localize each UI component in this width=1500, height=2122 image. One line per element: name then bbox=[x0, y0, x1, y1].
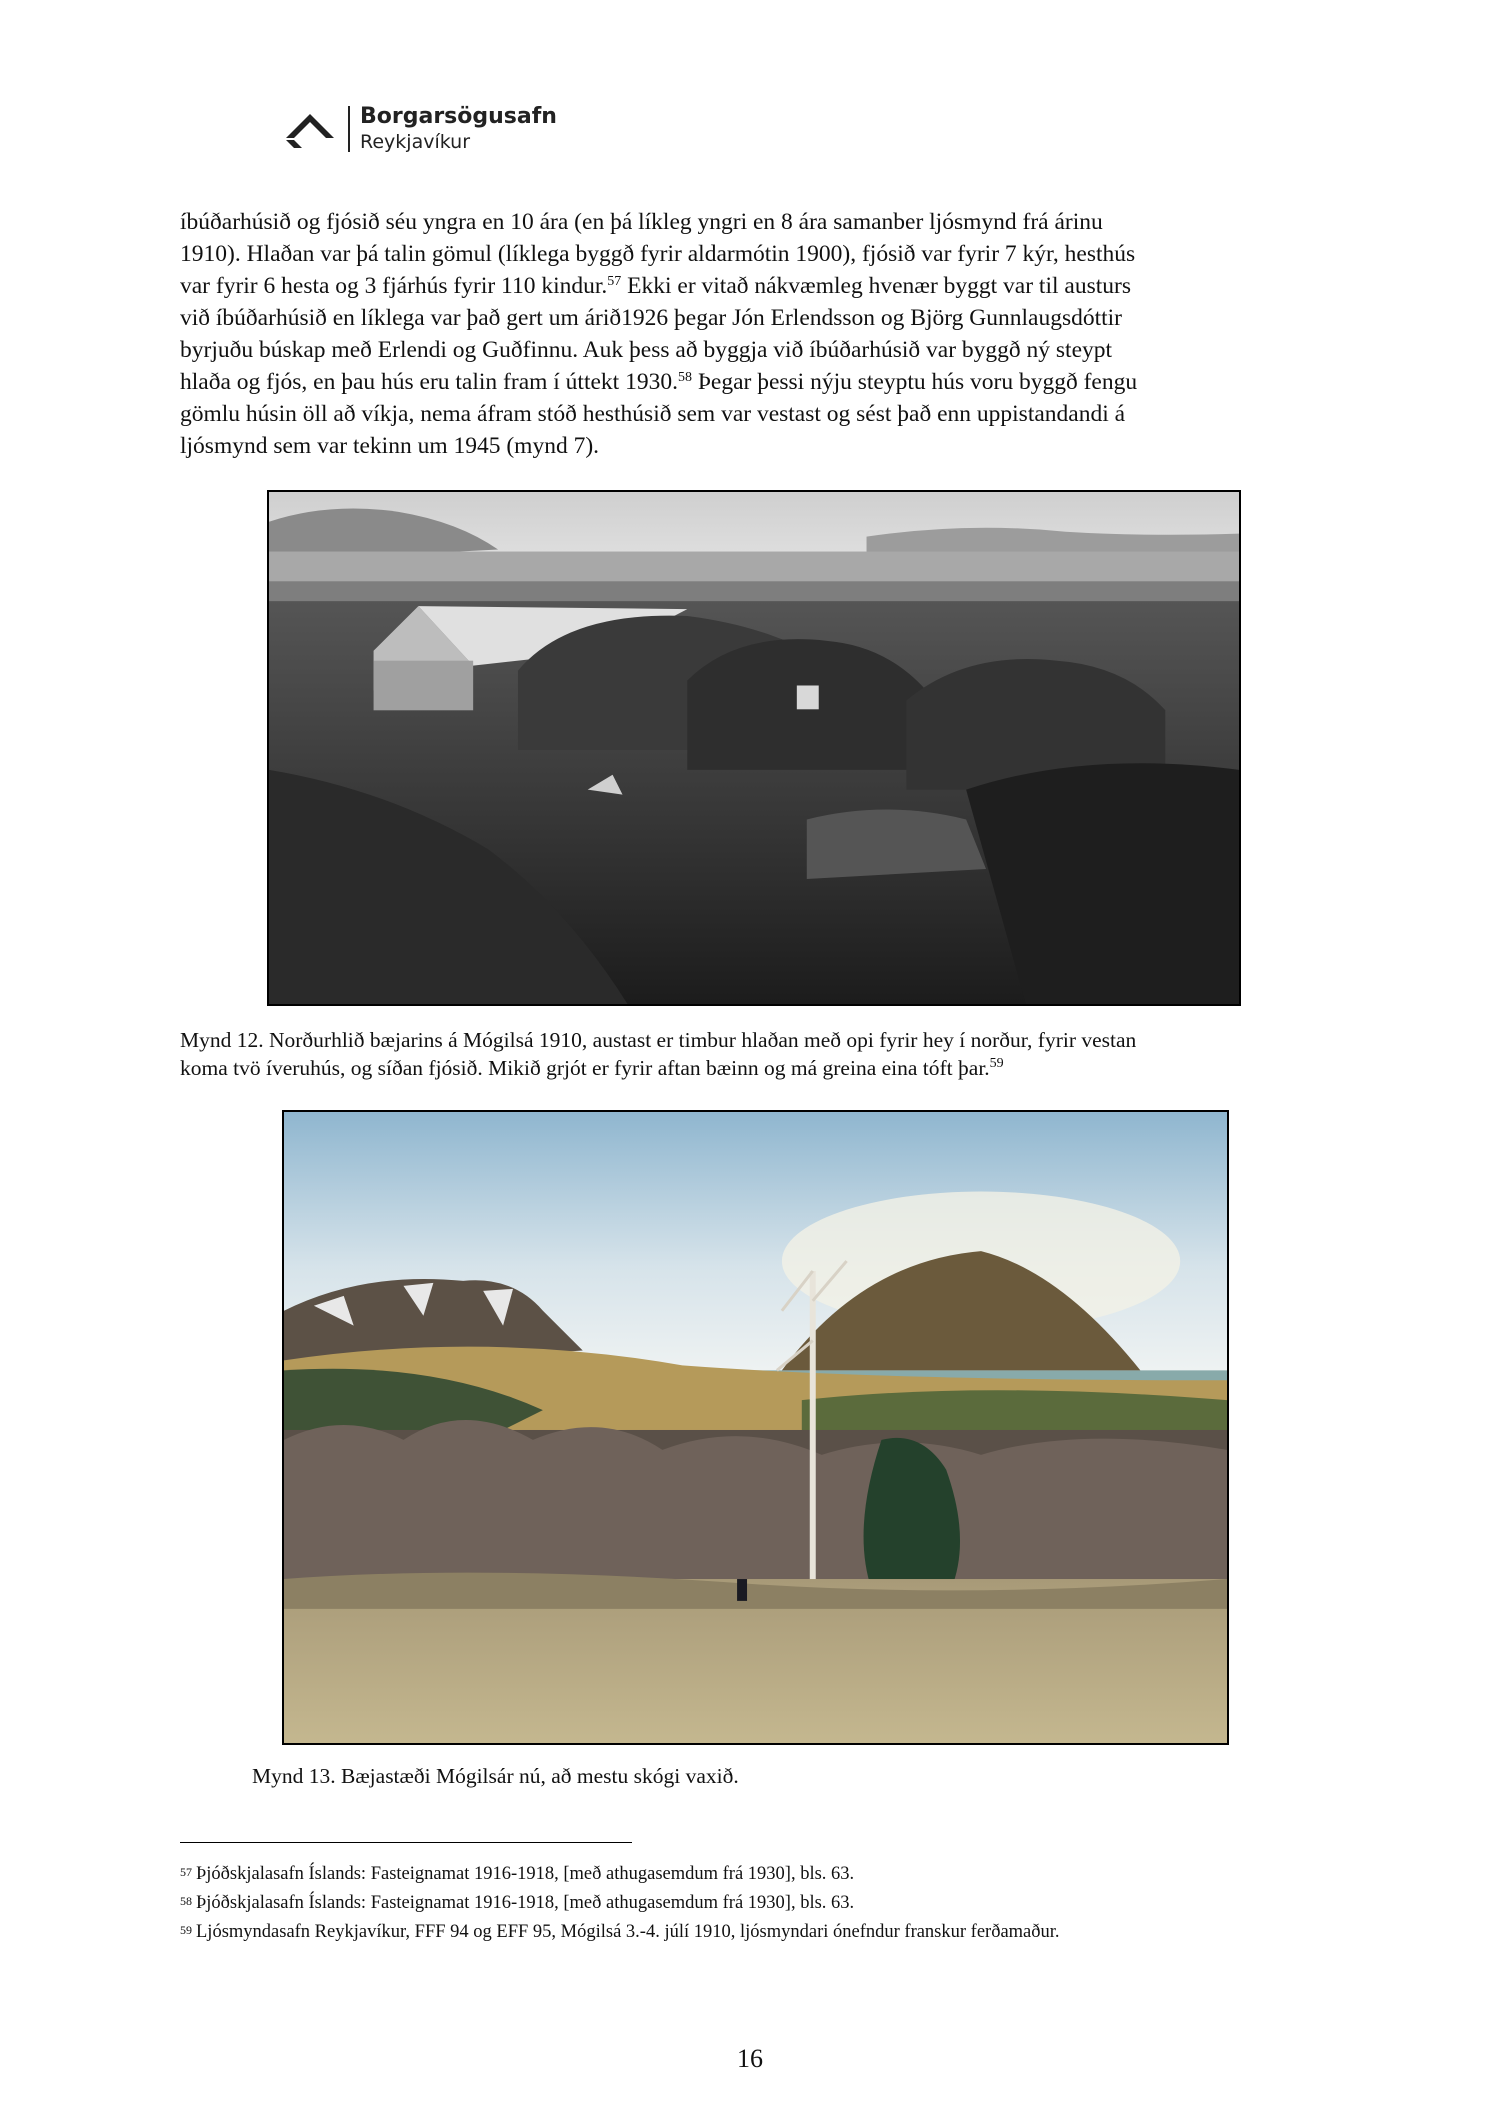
footnote-ref-57[interactable]: 57 bbox=[607, 274, 622, 289]
footnote-59: $^{59}$ Ljósmyndasafn Reykjavíkur, FFF 94 og EFF 95, Mógilsá 3.-4. júlí 1910, ljósmyndari ónefndur franskur ferðamaður. bbox=[180, 1922, 1060, 1942]
footnote-separator bbox=[180, 1842, 632, 1843]
body-line: 1910). Hlaðan var þá talin gömul (líklega byggð fyrir aldarmótin 1900), fjósið var fyrir 7 kýr, hesthús bbox=[180, 241, 1136, 267]
figure-12-caption bbox=[180, 1026, 1136, 1082]
page-number: 16 bbox=[737, 2044, 763, 2073]
photo-image-icon bbox=[269, 492, 1239, 1004]
figure-13-caption: Mynd 13. Bæjastæði Mógilsár nú, að mestu skógi vaxið. bbox=[252, 1764, 739, 1788]
footnote-57: $^{57}$ Þjóðskjalasafn Íslands: Fasteignamat 1916-1918, [með athugasemdum frá 1930], bls. 63. bbox=[180, 1864, 855, 1884]
footnote-58: $^{58}$ Þjóðskjalasafn Íslands: Fasteignamat 1916-1918, [með athugasemdum frá 1930], bls. 63. bbox=[180, 1893, 855, 1913]
body-line: við íbúðarhúsið en líklega var það gert um árið1926 þegar Jón Erlendsson og Björg Gunnlaugsdóttir bbox=[180, 305, 1123, 331]
body-line: byrjuðu búskap með Erlendi og Guðfinnu. Auk þess að byggja við íbúðarhúsið var byggð ný steypt bbox=[180, 337, 1113, 363]
body-line: hlaða og fjós, en þau hús eru talin fram í úttekt 1930.58 Þegar þessi nýju steyptu hús voru byggð fengu bbox=[180, 369, 1138, 395]
logo-subtitle: Reykjavíkur bbox=[360, 131, 471, 153]
body-paragraph bbox=[180, 206, 1320, 462]
museum-logo bbox=[280, 104, 580, 154]
logo-mark-icon bbox=[280, 108, 340, 150]
modern-landscape-photo bbox=[282, 1110, 1229, 1745]
body-line: ljósmynd sem var tekinn um 1945 (mynd 7). bbox=[180, 433, 600, 459]
caption-line: Mynd 12. Norðurhlið bæjarins á Mógilsá 1910, austast er timbur hlaðan með opi fyrir hey í norður, fyrir vestan bbox=[180, 1028, 1137, 1052]
logo-divider bbox=[348, 106, 350, 152]
photo-image-icon bbox=[284, 1112, 1227, 1743]
body-line: íbúðarhúsið og fjósið séu yngra en 10 ára (en þá líkleg yngri en 8 ára samanber ljósmynd frá árinu bbox=[180, 209, 1103, 235]
historic-farm-photo bbox=[267, 490, 1241, 1006]
body-line: var fyrir 6 hesta og 3 fjárhús fyrir 110 kindur.$^{57}$ Ekki er vitað nákvæmleg hvenær byggt var til austurs bbox=[180, 273, 1131, 299]
body-line: gömlu húsin öll að víkja, nema áfram stóð hesthúsið sem var vestast og sést það enn uppistandandi á bbox=[180, 401, 1126, 427]
footnote-ref-59[interactable]: 59 bbox=[989, 1056, 1004, 1071]
caption-line: koma tvö íveruhús, og síðan fjósið. Mikið grjót er fyrir aftan bæinn og má greina eina tóft þar.$^{59}$ bbox=[180, 1056, 1004, 1080]
footnotes bbox=[180, 1860, 1060, 1947]
footnote-ref-58[interactable]: 58 bbox=[677, 370, 692, 385]
logo-name: Borgarsögusafn bbox=[360, 104, 557, 129]
